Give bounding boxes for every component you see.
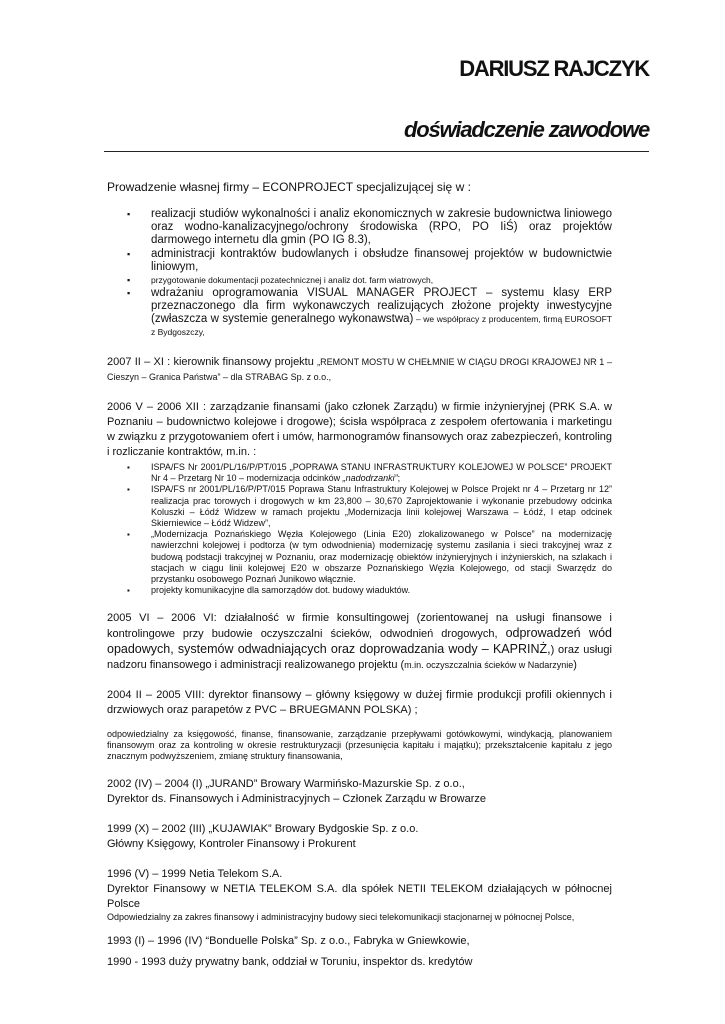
person-name: DARIUSZ RAJCZYK bbox=[459, 56, 649, 81]
list-item: ▪ ISPA/FS nr 2001/PL/16/P/PT/015 Poprawa Stanu Infrastruktury Kolejowej w Polsce Projekt nr 4 – Przetarg nr 12” realizacja prac torowych i drogowych w km 23,800 – 30,670 Zaprojektowanie i wykonanie przebudowy odcinka Koluszki – Łódź Widzew w ramach projektu „Modernizacja linii kolejowej Warszawa – Łódź, I etap odcinek Skierniewice – Łódź Widzew”, bbox=[107, 484, 612, 529]
entry-1990: 1990 - 1993 duży prywatny bank, oddział w Toruniu, inspektor ds. kredytów bbox=[107, 956, 473, 969]
item-text: ISPA/FS Nr 2001/PL/16/P/PT/015 „POPRAWA STANU INFRASTRUKTURY KOLEJOWEJ W POLSCE” PROJEKT Nr 4 – Przetarg Nr 10 – modernizacja odcinków bbox=[151, 462, 612, 484]
item-emphasis: „nadodrzanki” bbox=[342, 473, 398, 484]
entry-2004: 2004 II – 2005 VIII: dyrektor finansowy – główny księgowy w dużej firmie produkcji profili okiennych i drzwiowych oraz parapetów z PVC – BRUEGMANN POLSKA) ; bbox=[107, 689, 612, 717]
entry-2005 bbox=[107, 611, 612, 673]
entry-2007-project: „REMONT MOSTU W CHEŁMNIE W CIĄGU DROGI KRAJOWEJ NR 1 – Cieszyn – Granica Państwa” – dla STRABAG Sp. z o.o., bbox=[107, 357, 612, 382]
experience-content bbox=[107, 180, 612, 970]
list-item: ▪ „Modernizacja Poznańskiego Węzła Kolejowego (Linia E20) zlokalizowanego w Polsce” na modernizację nawierzchni kolejowej i podtorza (w tym odwodnienia) modernizację systemu zasilania i sieci trakcyjnej wraz z budową podstacji trakcyjnej w Poznaniu, oraz modernizację obiektów inżynieryjnych i inżynierskich, na szlakach i stacjach w ciągu linii kolejowej E20 w obszarze Poznańskiego Węzła Kolejowego, od stacji Swarzędz do przystanku osobowego Poznań Junikowo włącznie. bbox=[107, 529, 612, 585]
entry-1993: 1993 (I) – 1996 (IV) “Bonduelle Polska” Sp. z o.o., Fabryka w Gniewkowie, bbox=[107, 935, 470, 948]
entry-2005-part-d: m.in. oczyszczalnia ścieków w Nadarzynie bbox=[404, 660, 574, 671]
econproject-intro: Prowadzenie własnej firmy – ECONPROJECT specjalizującej się w : bbox=[107, 180, 471, 194]
entry-1996-line1: 1996 (V) – 1999 Netia Telekom S.A. bbox=[107, 868, 283, 881]
entry-2005-part-c: ) oraz usługi nadzoru finansowego i administracji realizowanego projektu ( bbox=[107, 644, 612, 672]
entry-2007 bbox=[107, 355, 612, 385]
entry-2005-part-e: ) bbox=[573, 659, 577, 672]
entry-1999-line2: Główny Księgowy, Kontroler Finansowy i Prokurent bbox=[107, 838, 356, 851]
list-item: ▪ przygotowanie dokumentacji pozatechnicznej i analiz dot. farm wiatrowych, bbox=[107, 275, 612, 286]
entry-2005-part-b: odprowadzeń wód opadowych, systemów odwadniających oraz doprowadzania wody – KAPRINŻ, bbox=[107, 626, 612, 657]
erp-item-main: wdrażaniu oprogramowania VISUAL MANAGER PROJECT – systemu klasy ERP przeznaczonego dla firm wykonawczych realizujących złożone projekty inwestycyjne (zwłaszcza w systemie generalnego wykonawstwa) bbox=[151, 287, 612, 325]
section-title: doświadczenie zawodowe bbox=[404, 117, 649, 142]
econproject-list bbox=[107, 208, 612, 339]
entry-2002-line2: Dyrektor ds. Finansowych i Administracyjnych – Członek Zarządu w Browarze bbox=[107, 793, 487, 806]
erp-item-note: – we współpracy z producentem, firmą EUROSOFT z Bydgoszczy, bbox=[151, 314, 612, 337]
entry-2007-lead: 2007 II – XI : kierownik finansowy projektu bbox=[107, 356, 318, 368]
list-item: ▪ projekty komunikacyjne dla samorządów dot. budowy wiaduktów. bbox=[107, 585, 612, 596]
entry-1996-description: Odpowiedzialny za zakres finansowy i administracyjny budowy sieci telekomunikacji stacjonarnej w północnej Polsce, bbox=[107, 912, 575, 923]
entry-1996-line2: Dyrektor Finansowy w NETIA TELEKOM S.A. dla spółek NETII TELEKOM działających w północnej Polsce bbox=[107, 883, 612, 911]
entry-2002-line1: 2002 (IV) – 2004 (I) „JURAND” Browary Warmińsko-Mazurskie Sp. z o.o., bbox=[107, 778, 465, 791]
entry-2004-description: odpowiedzialny za księgowość, finanse, finansowanie, zarządzanie przepływami gotówkowymi, windykacją, planowaniem finansowym oraz za kontroling w okresie restrukturyzacji (przesunięcia kapitału i majątku); przekształcenie kapitału z jego znacznym podwyższeniem, zmianę struktury finansowania, bbox=[107, 729, 612, 762]
entry-2005-part-a: 2005 VI – 2006 VI: działalność w firmie konsultingowej (zorientowanej na usługi finansowe i kontrolingowe przy budowie oczyszczalni ścieków, odwodnień drogowych, bbox=[107, 612, 612, 641]
header-divider bbox=[104, 151, 649, 152]
list-item bbox=[107, 462, 612, 484]
list-item: ▪ administracji kontraktów budowlanych i obsłudze finansowej projektów w budownictwie liniowym, bbox=[107, 248, 612, 274]
entry-1999-line1: 1999 (X) – 2002 (III) „KUJAWIAK” Browary Bydgoskie Sp. z o.o. bbox=[107, 823, 419, 836]
entry-2006: 2006 V – 2006 XII : zarządzanie finansami (jako członek Zarządu) w firmie inżynieryjnej (PRK S.A. w Poznaniu – budownictwo kolejowe i drogowe); ścisła współpraca z zespołem ofertowania i marketingu w związku z przygotowaniem ofert i umów, harmonogramów finansowych oraz zabezpieczeń, kontroling i rozliczanie kontraktów, m.in. : bbox=[107, 401, 613, 458]
list-item bbox=[107, 287, 612, 339]
item-tail: ; bbox=[397, 473, 401, 484]
list-item: ▪ realizacji studiów wykonalności i analiz ekonomicznych w zakresie budownictwa liniowego oraz wodno-kanalizacyjnego/ochrony środowiska (RPO, PO IiŚ) oraz projektów darmowego internetu dla gmin (PO IG 8.3), bbox=[107, 208, 612, 247]
entry-2006-projects bbox=[107, 462, 612, 596]
